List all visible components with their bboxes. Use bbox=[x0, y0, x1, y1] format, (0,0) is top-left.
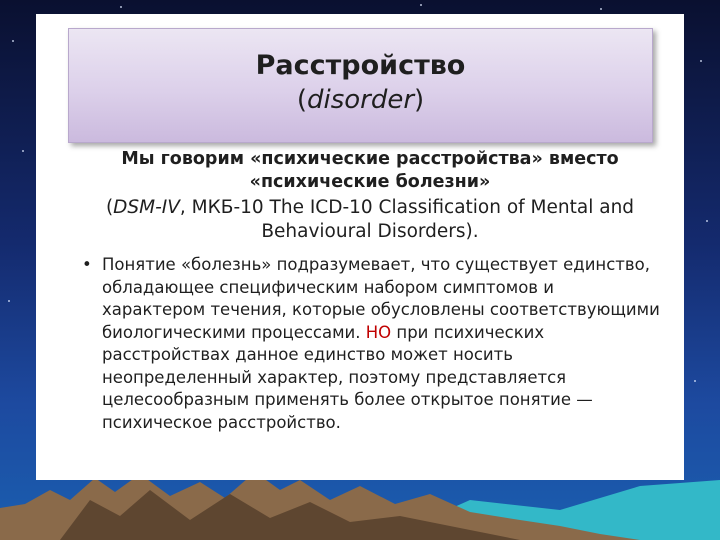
source-dsm: DSM-IV bbox=[113, 197, 180, 218]
subtitle-paren-open: ( bbox=[296, 85, 307, 115]
title-box bbox=[68, 28, 653, 143]
accent-word: НО bbox=[365, 322, 392, 342]
bullet-item bbox=[80, 254, 660, 434]
slide-title: Расстройство bbox=[255, 50, 466, 81]
star bbox=[600, 8, 602, 10]
subtitle-term: disorder bbox=[306, 85, 415, 115]
slide-subtitle bbox=[69, 83, 652, 117]
star bbox=[120, 6, 122, 8]
star bbox=[694, 380, 696, 382]
source-paren-open: ( bbox=[105, 197, 114, 218]
star bbox=[22, 150, 24, 152]
star bbox=[12, 40, 14, 42]
slide-panel bbox=[36, 14, 684, 480]
slide-body bbox=[80, 148, 660, 434]
star bbox=[706, 220, 708, 222]
bullet-marker: • bbox=[82, 255, 92, 274]
star bbox=[8, 300, 10, 302]
subtitle-paren-close: ) bbox=[414, 85, 425, 115]
bullet-text-before: Понятие «болезнь» подразумевает, что существует единство, обладающее специфическим набором симптомов и характером течения, которые обусловлены соответствующими биологическими процессами. bbox=[102, 255, 660, 342]
statement-line-1: Мы говорим «психические расстройства» вместо bbox=[121, 149, 619, 169]
statement-line-2: «психические болезни» bbox=[249, 172, 491, 192]
bullet-text-after: при психических расстройствах данное единство может носить неопределенный характер, поэтому представляется целесообразным применять более открытое понятие — психическое расстройство. bbox=[102, 322, 593, 432]
star bbox=[700, 60, 702, 62]
source-reference bbox=[80, 196, 660, 244]
source-line-2: Behavioural Disorders). bbox=[261, 221, 479, 242]
source-line-1: , МКБ-10 The ICD-10 Classification of Mental and bbox=[179, 197, 635, 218]
star bbox=[420, 4, 422, 6]
